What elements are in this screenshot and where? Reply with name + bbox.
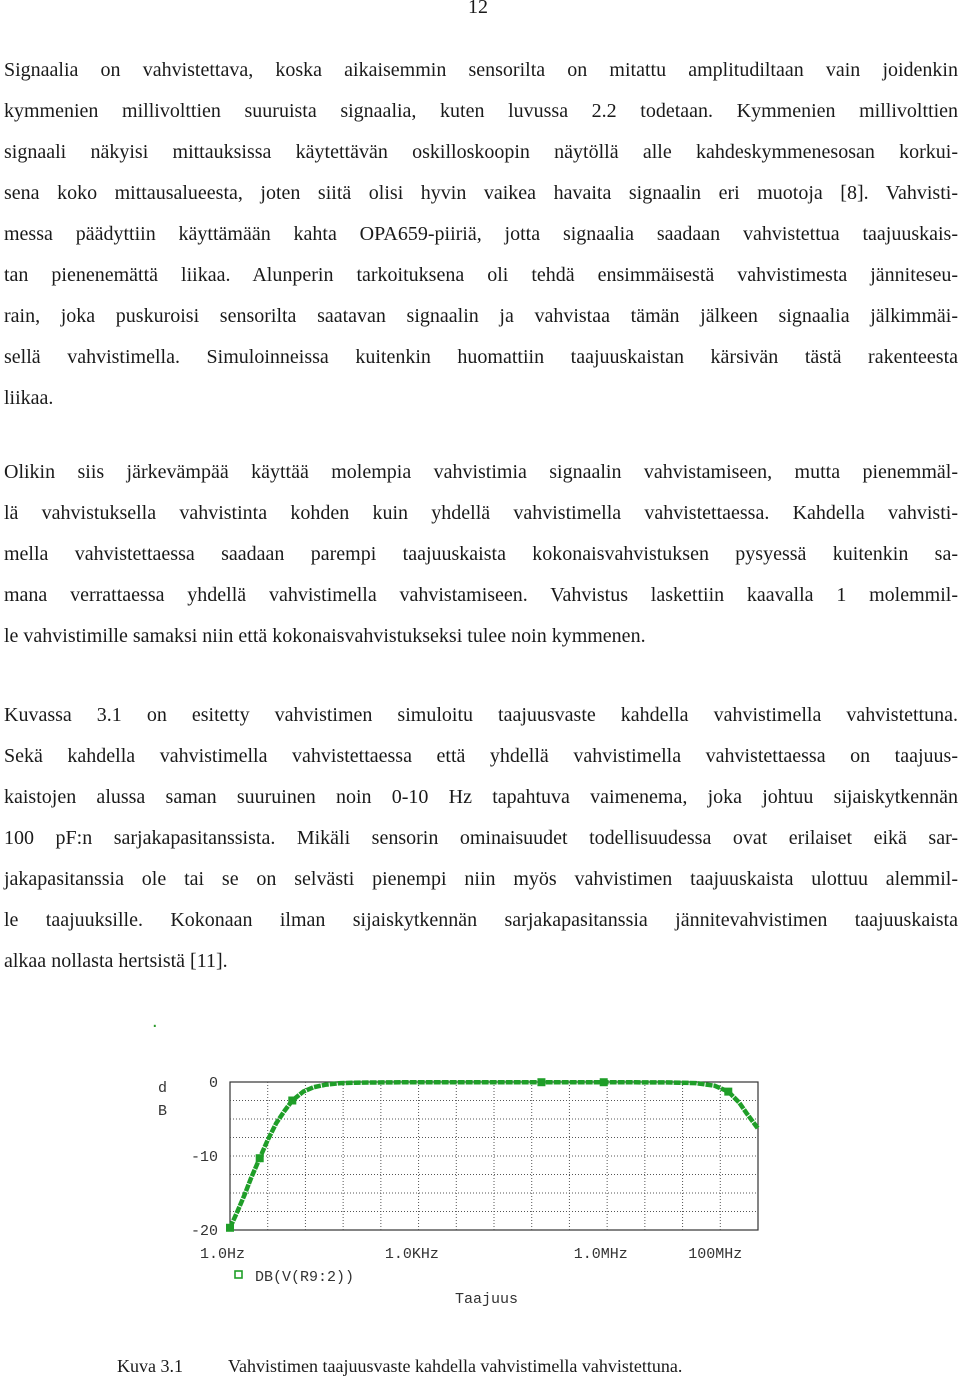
text-line: mana verrattaessa yhdellä vahvistimella vahvistamiseen. Vahvistus laskettiin kaavalla 1 molemmil- <box>4 584 958 606</box>
text-line: kymmenien millivolttien suuruista signaalia, kuten luvussa 2.2 todetaan. Kymmenien millivolttien <box>4 100 958 122</box>
series-marker <box>288 1097 296 1105</box>
paragraph-3 <box>4 695 958 982</box>
text-line: messa päädyttiin käyttämään kahta OPA659-piiriä, jotta signaalia saadaan vahvistettua taajuuskais- <box>4 223 958 245</box>
text-line: 100 pF:n sarjakapasitanssista. Mikäli sensorin ominaisuudet todellisuudessa ovat erilaiset eikä sar- <box>4 827 958 849</box>
paragraph-1 <box>4 50 958 419</box>
text-line: Signaalia on vahvistettava, koska aikaisemmin sensorilta on mitattu amplitudiltaan vain joidenkin <box>4 59 958 81</box>
text-line: sena koko mittausalueesta, joten siitä olisi hyvin vaikea havaita signaalin eri muotoja [8]. Vahvisti- <box>4 182 958 204</box>
text-line: jakapasitanssia ole tai se on selvästi pienempi niin myös vahvistimen taajuuskaista ulottuu alemmil- <box>4 868 958 890</box>
figure-caption-text: Vahvistimen taajuusvaste kahdella vahvistimella vahvistettuna. <box>228 1356 683 1376</box>
chart-grid <box>230 1082 758 1230</box>
y-unit-label-d: d <box>158 1080 168 1097</box>
x-tick-label: 1.0Hz <box>200 1246 246 1263</box>
text-line: alkaa nollasta hertsistä [11]. <box>4 950 228 972</box>
text-line: tan pienenemättä liikaa. Alunperin tarkoituksena oli tehdä ensimmäisestä vahvistimesta jänniteseu- <box>4 264 958 286</box>
series-marker <box>256 1154 264 1162</box>
legend-entry: DB(V(R9:2)) <box>255 1269 355 1286</box>
series-marker <box>226 1224 234 1232</box>
x-tick-label: 1.0KHz <box>384 1246 439 1263</box>
x-tick-label: 100MHz <box>688 1246 743 1263</box>
y-tick-label: -20 <box>190 1223 218 1240</box>
series-marker <box>724 1088 732 1096</box>
text-line: signaali näkyisi mittauksissa käytettävän oskilloskoopin näytöllä alle kahdeskymmenesosan korkui- <box>4 141 958 163</box>
y-unit-label-b: B <box>158 1103 168 1120</box>
figure-caption-label: Kuva 3.1 <box>117 1356 183 1376</box>
x-axis-label: Taajuus <box>455 1291 519 1308</box>
text-line: Sekä kahdella vahvistimella vahvistettaessa että yhdellä vahvistimella vahvistettaessa on taajuus- <box>4 745 958 767</box>
text-line: le vahvistimille samaksi niin että kokonaisvahvistukseksi tulee noin kymmenen. <box>4 625 646 647</box>
chart-labels <box>158 1075 742 1308</box>
paragraph-2 <box>4 452 958 657</box>
text-line: Olikin siis järkevämpää käyttää molempia vahvistimia signaalin vahvistamiseen, mutta pienemmäl- <box>4 461 958 483</box>
text-line: le taajuuksille. Kokonaan ilman sijaiskytkennän sarjakapasitanssia jännitevahvistimen taajuuskaista <box>4 909 958 931</box>
x-tick-label: 1.0MHz <box>573 1246 628 1263</box>
text-line: rain, joka puskuroisi sensorilta saatavan signaalin ja vahvistaa tämän jälkeen signaalia jälkimmäi- <box>4 305 958 327</box>
y-tick-label: -10 <box>190 1149 218 1166</box>
text-line: sellä vahvistimella. Simuloinneissa kuitenkin huomattiin taajuuskaistan kärsivän tästä rakenteesta <box>4 346 958 368</box>
legend-marker <box>235 1271 242 1278</box>
text-line: lä vahvistuksella vahvistinta kohden kuin yhdellä vahvistimella vahvistettaessa. Kahdella vahvisti- <box>4 502 958 524</box>
y-tick-label: 0 <box>208 1075 218 1092</box>
series-marker <box>537 1078 545 1086</box>
text-line: liikaa. <box>4 387 54 409</box>
text-line: mella vahvistettaessa saadaan parempi taajuuskaista kokonaisvahvistuksen pysyessä kuitenkin sa- <box>4 543 958 565</box>
text-line: kaistojen alussa saman suuruinen noin 0-10 Hz tapahtuva vaimenema, joka johtuu sijaiskytkennän <box>4 786 958 808</box>
series-marker <box>600 1078 608 1086</box>
text-line: Kuvassa 3.1 on esitetty vahvistimen simuloitu taajuusvaste kahdella vahvistimella vahvistettuna. <box>4 704 958 726</box>
stray-dot: . <box>152 1010 158 1032</box>
frequency-response-chart <box>0 1000 960 1340</box>
page-number: 12 <box>468 0 488 18</box>
